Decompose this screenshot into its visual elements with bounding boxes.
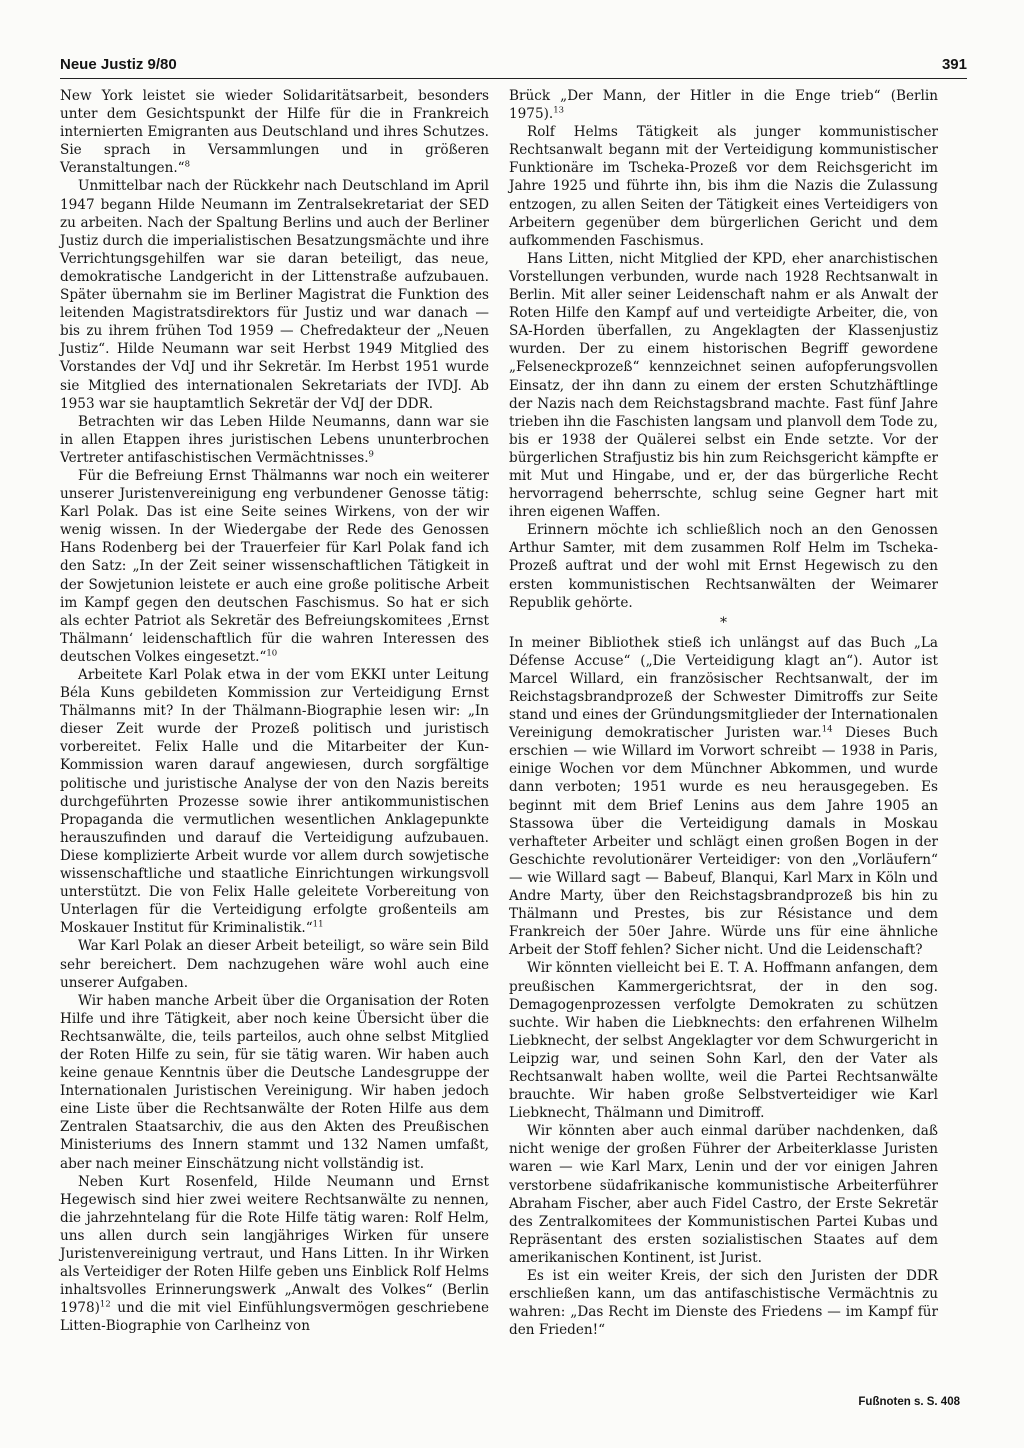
paragraph: Erinnern möchte ich schließlich noch an den Genossen Arthur Samter, mit dem zusammen Rolf Helm im Tscheka-Prozeß auftrat und der wohl mit Ernst Hegewisch zu den ersten kommunistischen Rechtsanwälten der Weimarer Republik gehörte. <box>509 522 938 611</box>
paragraph: Unmittelbar nach der Rückkehr nach Deutschland im April 1947 begann Hilde Neumann im Zentralsekretariat der SED zu arbeiten. Nach der Spaltung Berlins und auch der Berliner Justiz durch die imperialistischen Besatzungsmächte und ihre Verrichtungsgehilfen war sie daran beteiligt, das neue, demokratische Landgericht in der Littenstraße aufzubauen. Später übernahm sie im Berliner Magistrat die Funktion des leitenden Magistratsdirektors für Justiz und war danach — bis zu ihrem frühen Tod 1959 — Chefredakteur der „Neuen Justiz“. Hilde Neumann war seit Herbst 1949 Mitglied des Vorstandes der VdJ und ihr Sekretär. Im Herbst 1951 wurde sie Mitglied des internationalen Sekretariats der IVDJ. Ab 1953 war sie hauptamtlich Sekretär der VdJ der DDR. <box>60 178 489 412</box>
paragraph: Es ist ein weiter Kreis, der sich den Juristen der DDR erschließen kann, um das antifaschistische Vermächtnis zu wahren: „Das Recht im Dienste des Friedens — im Kampf für den Frieden!“ <box>509 1268 938 1339</box>
paragraph: In meiner Bibliothek stieß ich unlängst auf das Buch „La Défense Accuse“ („Die Verteidigung klagt an“). Autor ist Marcel Willard, ein französischer Rechtsanwalt, der im Reichstagsbrandprozeß der Schwester Dimitroffs zur Seite stand und eines der Gründungsmitglieder der Internationalen Vereinigung demokratischer Juristen war.$^{14}$ Dieses Buch erschien — wie Willard im Vorwort schreibt — 1938 in Paris, einige Wochen vor dem Münchner Abkommen, und wurde dann verboten; 1951 wurde es neu herausgegeben. Es beginnt mit dem Brief Lenins aus dem Jahre 1905 an Stassowa über die Verteidigung damals in Moskau verhafteter Arbeiter und schlägt einen großen Bogen in der Geschichte revolutionärer Verteidiger: von den „Vorläufern“ — wie Willard sagt — Babeuf, Blanqui, Karl Marx in Köln und Andre Marty, über den Reichstagsbrandprozeß bis hin zu Thälmann und Prestes, bis zur Résistance und dem Frankreich der 50er Jahre. Würde uns für eine ähnliche Arbeit der Stoff fehlen? Sicher nicht. Und die Leidenschaft? <box>509 634 938 959</box>
journal-title: Neue Justiz 9/80 <box>60 56 177 73</box>
page-number: 391 <box>941 56 967 73</box>
paragraph: New York leistet sie wieder Solidaritätsarbeit, besonders unter dem Gesichtspunkt der Hilfe für die in Frankreich internierten Emigranten aus Deutschland und ihres Schutzes. Sie sprach in Versammlungen und in größeren Veranstaltungen.“$^8$ <box>60 88 489 177</box>
paragraph: Betrachten wir das Leben Hilde Neumanns, dann war sie in allen Etappen ihres juristischen Lebens ununterbrochen Vertreter antifaschistischen Vermächtnisses.$^9$ <box>60 413 489 466</box>
paragraph: Hans Litten, nicht Mitglied der KPD, eher anarchistischen Vorstellungen verbunden, wurde nach 1928 Rechtsanwalt in Berlin. Mit aller seiner Leidenschaft nahm er als Anwalt der Roten Hilfe den Kampf auf und verteidigte Arbeiter, die, von SA-Horden überfallen, zu Angeklagten der Klassenjustiz wurden. Der zu einem historischen Begriff gewordene „Felseneckprozeß“ kennzeichnet seinen aufopferungsvollen Einsatz, der ihn dann zu einem der ersten Schutzhäftlinge der Nazis nach dem Reichstagsbrand machte. Fast fünf Jahre trieben ihn die Faschisten langsam und planvoll dem Tode zu, bis er 1938 der Quälerei selbst ein Ende setzte. Vor der bürgerlichen Strafjustiz bis hin zum Reichsgericht kämpfte er mit Mut und Hingabe, und er, der das bürgerliche Recht hervorragend beherrschte, schlug seine Gegner hart mit ihren eigenen Waffen. <box>509 250 938 521</box>
paragraph: Für die Befreiung Ernst Thälmanns war noch ein weiterer unserer Juristenvereinigung eng verbundener Genosse tätig: Karl Polak. Das ist eine Seite seines Wirkens, von der wir wenig wissen. In der Wiedergabe der Rede des Genossen Hans Rodenberg bei der Trauerfeier für Karl Polak fand ich den Satz: „In der Zeit seiner wissenschaftlichen Tätigkeit in der Sowjetunion leistete er auch eine große politische Arbeit im Kampf gegen den deutschen Faschismus. So hat er sich als echter Patriot als Sekretär des Befreiungskomitees ‚Ernst Thälmann‘ leidenschaftlich für die wahren Interessen des deutschen Volkes eingesetzt.“$^{10}$ <box>60 467 489 665</box>
paragraph: Wir könnten vielleicht bei E. T. A. Hoffmann anfangen, dem preußischen Kammergerichtsrat, der in den sog. Demagogenprozessen verfolgte Demokraten zu schützen suchte. Wir haben die Liebknechts: den erfahrenen Wilhelm Liebknecht, der selbst Angeklagter vor dem Schwurgericht in Leipzig war, und seinen Sohn Karl, den der Vater als Rechtsanwalt haben wollte, weil die Partei Rechtsanwälte brauchte. Wir haben große Selbstverteidiger wie Karl Liebknecht, Thälmann und Dimitroff. <box>509 960 938 1122</box>
paragraph: Wir könnten aber auch einmal darüber nachdenken, daß nicht wenige der großen Führer der Arbeiterklasse Juristen waren — wie Karl Marx, Lenin und der vor einigen Jahren verstorbene südafrikanische kommunistische Arbeiterführer Abraham Fischer, aber auch Fidel Castro, der Erste Sekretär des Zentralkomitees der Kommunistischen Partei Kubas und Repräsentant des ersten sozialistischen Staates auf dem amerikanischen Kontinent, ist Jurist. <box>509 1123 938 1266</box>
paragraph: Arbeitete Karl Polak etwa in der vom EKKI unter Leitung Béla Kuns gebildeten Kommission zur Verteidigung Ernst Thälmanns mit? In der Thälmann-Biographie lesen wir: „In dieser Zeit wurde der Prozeß politisch und juristisch vorbereitet. Felix Halle und die Mitarbeiter der Kun-Kommission waren darauf angewiesen, durch sorgfältige politische und juristische Analyse der von den Nazis bereits durchgeführten Prozesse sowie ihrer antikommunistischen Propaganda die vermutlichen wesentlichen Anklagepunkte herauszufinden und darauf die Verteidigung aufzubauen. Diese komplizierte Arbeit wurde vor allem durch sowjetische wissenschaftliche und staatliche Einrichtungen wirkungsvoll unterstützt. Die von Felix Halle geleitete Vorbereitung von Unterlagen für die Verteidigung erfolgte großenteils am Moskauer Institut für Kriminalistik.“$^{11}$ <box>60 667 489 937</box>
left-column <box>60 87 489 1335</box>
paragraph: Wir haben manche Arbeit über die Organisation der Roten Hilfe und ihre Tätigkeit, aber noch keine Übersicht über die Rechtsanwälte, die, teils parteilos, auch ohne selbst Mitglied der Roten Hilfe zu sein, für sie tätig waren. Wir haben auch keine genaue Kenntnis über die Deutsche Landesgruppe der Internationalen Juristischen Vereinigung. Wir haben jedoch eine Liste über die Rechtsanwälte der Roten Hilfe aus dem Zentralen Staatsarchiv, die aus den Akten des Preußischen Ministeriums des Innern stammt und 132 Namen umfaßt, aber nach meiner Einschätzung nicht vollständig ist. <box>60 992 489 1172</box>
paragraph: War Karl Polak an dieser Arbeit beteiligt, so wäre sein Bild sehr bereichert. Dem nachzugehen wäre wohl auch eine unserer Aufgaben. <box>60 938 489 991</box>
paragraph: Neben Kurt Rosenfeld, Hilde Neumann und Ernst Hegewisch sind hier zwei weitere Rechtsanwälte zu nennen, die jahrzehntelang für die Rote Hilfe tätig waren: Rolf Helm, uns allen durch sein langjähriges Wirken für unsere Juristenvereinigung vertraut, und Hans Litten. In ihr Wirken als Verteidiger der Roten Hilfe geben uns Einblick Rolf Helms inhaltsvolles Erinnerungswerk „Anwalt des Volkes“ (Berlin 1978)$^{12}$ und die mit viel Einfühlungsvermögen geschriebene Litten-Biographie von Carlheinz von <box>60 1173 489 1335</box>
footnote-reference: Fußnoten s. S. 408 <box>858 1396 960 1408</box>
paragraph: Rolf Helms Tätigkeit als junger kommunistischer Rechtsanwalt begann mit der Verteidigung kommunistischer Funktionäre im Tscheka-Prozeß vor dem Reichsgericht im Jahre 1925 und führte ihn, bis ihm die Nazis die Zulassung entzogen, zu allen Seiten der Tätigkeit eines Verteidigers von Arbeitern gegenüber dem bürgerlichen Gericht und dem aufkommenden Faschismus. <box>509 124 938 249</box>
paragraph: Brück „Der Mann, der Hitler in die Enge trieb“ (Berlin 1975).$^{13}$ <box>509 88 938 123</box>
running-header <box>60 56 967 79</box>
right-column <box>509 87 938 1339</box>
section-separator: * <box>720 614 727 631</box>
